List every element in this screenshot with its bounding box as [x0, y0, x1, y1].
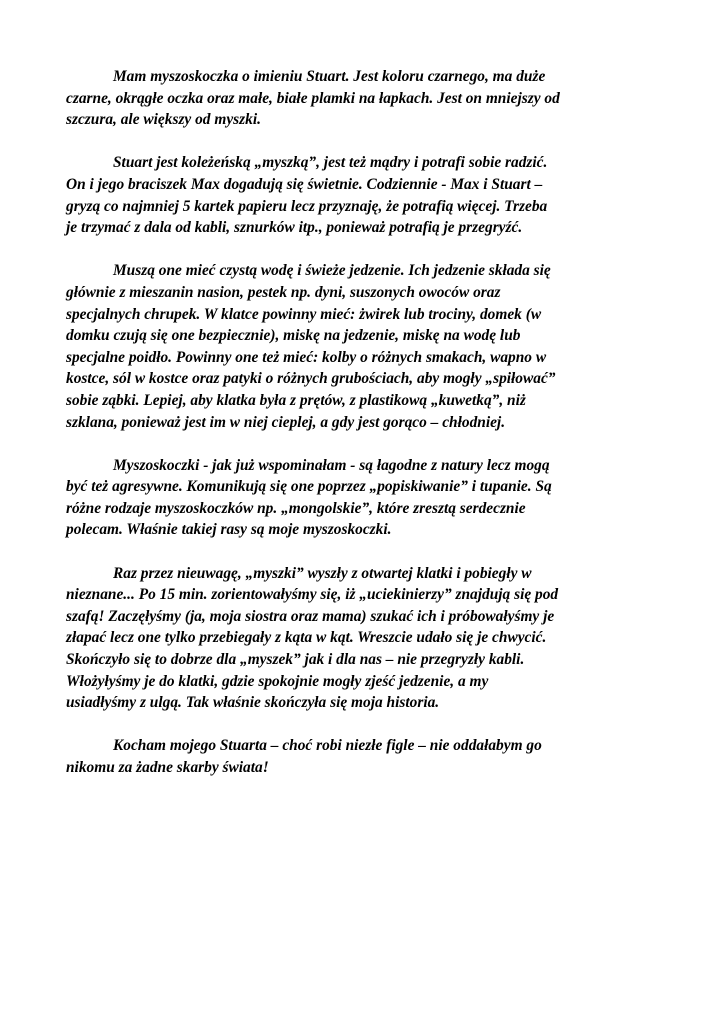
text-line: je trzymać z dala od kabli, sznurków itp., ponieważ potrafią je przegryźć.: [66, 219, 523, 237]
text-line: usiadłyśmy z ulgą. Tak właśnie skończyła się moja historia.: [66, 694, 440, 712]
text-line: różne rodzaje myszoskoczków np. „mongolskie”, które zresztą serdecznie: [66, 499, 526, 517]
text-line: domku czują się one bezpiecznie), miskę na jedzenie, miskę na wodę lub: [66, 327, 521, 345]
text-line: głównie z mieszanin nasion, pestek np. dyni, suszonych owoców oraz: [66, 283, 501, 301]
text-line: sobie ząbki. Lepiej, aby klatka była z prętów, z plastikową „kuwetką”, niż: [66, 391, 526, 409]
paragraph-behavior: [66, 455, 662, 541]
text-line: Muszą one mieć czystą wodę i świeże jedzenie. Ich jedzenie składa się: [113, 262, 551, 280]
paragraph-closing: [66, 735, 662, 778]
document-page: [66, 66, 662, 800]
text-line: szczura, ale większy od myszki.: [66, 111, 261, 129]
text-line: Stuart jest koleżeńską „myszką”, jest też mądry i potrafi sobie radzić.: [113, 154, 548, 172]
text-line: nikomu za żadne skarby świata!: [66, 759, 269, 776]
text-line: gryzą co najmniej 5 kartek papieru lecz przyznaję, że potrafią więcej. Trzeba: [66, 197, 548, 215]
text-line: Włożyłyśmy je do klatki, gdzie spokojnie mogły zjeść jedzenie, a my: [66, 672, 489, 690]
text-line: On i jego braciszek Max dogadują się świetnie. Codziennie - Max i Stuart –: [66, 175, 543, 193]
text-line: Kocham mojego Stuarta – choć robi niezłe figle – nie oddałabym go: [113, 737, 542, 755]
text-line: czarne, okrągłe oczka oraz małe, białe plamki na łapkach. Jest on mniejszy od: [66, 89, 560, 107]
text-line: specjalne poidło. Powinny one też mieć: kolby o różnych smakach, wapno w: [66, 348, 547, 366]
text-line: Myszoskoczki - jak już wspominałam - są łagodne z natury lecz mogą: [113, 456, 550, 474]
text-line: szklana, ponieważ jest im w niej cieplej, a gdy jest gorąco – chłodniej.: [66, 413, 506, 431]
text-line: polecam. Właśnie takiej rasy są moje myszoskoczki.: [66, 521, 392, 539]
text-line: Mam myszoskoczka o imieniu Stuart. Jest koloru czarnego, ma duże: [113, 68, 546, 85]
text-line: Raz przez nieuwagę, „myszki” wyszły z otwartej klatki i pobiegły w: [113, 564, 532, 582]
paragraph-character: [66, 152, 662, 238]
text-line: złapać lecz one tylko przebiegały z kąta w kąt. Wreszcie udało się je chwycić.: [66, 629, 547, 647]
text-line: kostce, sól w kostce oraz patyki o różnych grubościach, aby mogły „spiłować”: [66, 370, 556, 388]
paragraph-care: [66, 260, 662, 433]
paragraph-escape-story: [66, 563, 662, 714]
text-line: nieznane... Po 15 min. zorientowałyśmy się, iż „uciekinierzy” znajdują się pod: [66, 586, 559, 604]
text-line: specjalnych chrupek. W klatce powinny mieć: żwirek lub trociny, domek (w: [66, 305, 542, 323]
text-line: być też agresywne. Komunikują się one poprzez „popiskiwanie” i tupanie. Są: [66, 478, 552, 496]
text-line: szafą! Zaczęłyśmy (ja, moja siostra oraz mama) szukać ich i próbowałyśmy je: [66, 607, 555, 625]
paragraph-intro: [66, 66, 662, 131]
text-line: Skończyło się to dobrze dla „myszek” jak i dla nas – nie przegryzły kabli.: [66, 651, 525, 669]
